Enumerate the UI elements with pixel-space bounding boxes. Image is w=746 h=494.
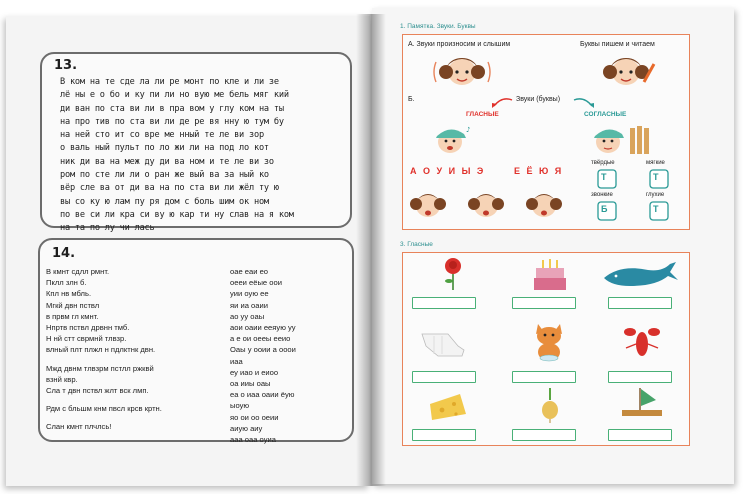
text-line: ао уу оаы (230, 311, 265, 321)
text-line: а е ои оееы ееио (230, 334, 291, 344)
svg-text:♪: ♪ (466, 126, 471, 134)
answer-field-onion[interactable] (512, 429, 576, 441)
text-line: уии оую ее (230, 289, 269, 299)
text-line: Пклл злн б. (46, 278, 87, 288)
spacer (46, 356, 162, 363)
text-line: еу иао и еиоо (230, 367, 279, 377)
text-line: Оаы у ооии а ооои (230, 345, 296, 355)
girl-reading-icon (598, 50, 658, 90)
text-line: оа ииы оаы (230, 379, 271, 389)
text-line: оееи еёые оои (230, 278, 282, 288)
whale-icon (600, 258, 680, 292)
card-letter-t-voiceless: Т (653, 204, 659, 214)
vowel-column (230, 266, 296, 445)
text-line: иаа (230, 356, 243, 366)
text-line: В ком на те сде ла ли ре монт по кле и ли зе (60, 77, 279, 87)
text-line: Нпртв пствл дрвнн тмб. (46, 323, 130, 333)
boy-fence-icon (586, 120, 656, 156)
exercise-13-box (40, 52, 352, 234)
text-line: еа о иаа оаии ёую (230, 390, 295, 400)
text-line: влный плт плжл н пдлктнк двн. (46, 345, 156, 355)
text-line: яо ои оо оеии (230, 412, 279, 422)
text-line: ник ди ва на меж ду ди ва ном и те ле ви зо (60, 156, 274, 167)
boy-singing-icon (426, 120, 476, 156)
label-letters-read: Буквы пишем и читаем (580, 41, 655, 48)
consonant-column (46, 266, 162, 433)
exercise-14-number: 14. (52, 246, 76, 261)
girls-faces-row-icon (408, 186, 568, 222)
text-line: аиую аиу (230, 423, 263, 433)
text-line: Сла т двн пствл жлт вск лмп. (46, 386, 149, 396)
text-line: Кпл нв мбль. (46, 289, 92, 299)
text-line: аои оаии ееяую уу (230, 323, 296, 333)
card-letter-t-hard: Т (601, 172, 607, 182)
label-sounds-heard: А. Звуки произносим и слышим (408, 41, 511, 48)
text-line: по ве си ли кра си ву ю кар ти ну слав на я ком (60, 209, 294, 220)
rose-icon (438, 256, 468, 292)
raft-icon (620, 386, 664, 420)
label-soft: мягкие (646, 160, 665, 166)
text-line: Мжд двнм тлвзрм пстлл ржквй (46, 363, 154, 373)
text-line: В кмнт сдлл рмнт. (46, 267, 110, 276)
section-1-title: 1. Памятка. Звуки. Буквы (400, 23, 476, 30)
label-b: Б. (408, 96, 415, 103)
text-line: ыоую (230, 401, 250, 411)
text-line: на ней сто ит со вре ме нный те ле ви зор (60, 130, 264, 141)
onion-icon (538, 386, 562, 426)
vowel-row-soft: Е Ё Ю Я (514, 166, 564, 176)
text-line: вы со ку ю лам пу ря дом с боль шим ок ном (60, 196, 269, 207)
label-sounds-letters: Звуки (буквы) (516, 96, 561, 103)
text-line: ааа оаа оуиа (230, 435, 276, 445)
card-letter-t-soft: Т (653, 172, 659, 182)
vowels-heading: ГЛАСНЫЕ (466, 111, 499, 118)
answer-field-whale[interactable] (608, 297, 672, 309)
cake-icon (530, 254, 570, 294)
text-line: Н нй стт сврмнй тлвзр. (46, 334, 127, 344)
text-line: ди ван по ста ви ли в пра вом у глу ком на ты (60, 103, 284, 114)
book-gutter (356, 14, 386, 486)
answer-field-lobster[interactable] (608, 371, 672, 383)
label-voiceless: глухие (646, 192, 665, 198)
girl-ears-icon (432, 50, 492, 90)
answer-field-cheese[interactable] (412, 429, 476, 441)
text-line: вёр сле ва от ди ва на по ста ви ли жёл ту ю (60, 183, 279, 194)
text-line: взнй квр. (46, 374, 78, 384)
text-line: яи иа оаии (230, 300, 268, 310)
text-line: Слан кмнт плчлсь! (46, 422, 112, 432)
text-line: оае еаи ео (230, 267, 269, 276)
text-line: на та по лу чи лась (60, 223, 155, 234)
answer-field-rose[interactable] (412, 297, 476, 309)
section-3-title: 3. Гласные (400, 241, 433, 248)
consonants-heading: СОГЛАСНЫЕ (584, 111, 627, 118)
answer-field-leg[interactable] (412, 371, 476, 383)
spacer (46, 414, 162, 421)
text-line: Мгкй двн пствл (46, 300, 100, 310)
answer-field-cake[interactable] (512, 297, 576, 309)
spacer (46, 396, 162, 403)
label-voiced: звонкие (591, 192, 613, 198)
cheese-icon (428, 390, 468, 422)
text-line: ром по сте ли ли о ран же вый ва за ный ко (60, 170, 269, 181)
text-line: на про тив по ста ви ли де ре вя нну ю тум бу (60, 116, 284, 127)
answer-field-raft[interactable] (608, 429, 672, 441)
lobster-icon (622, 322, 662, 362)
branch-arrows-icon (484, 92, 604, 112)
bandage-leg-icon (418, 328, 468, 358)
text-line: о валь ный пульт по ло жи ли на под ло кот (60, 143, 269, 154)
text-line: в првм гл кмнт. (46, 311, 99, 321)
vowel-row-hard: А О У И Ы Э (410, 166, 486, 176)
exercise-14-box (38, 238, 354, 445)
answer-field-kitten[interactable] (512, 371, 576, 383)
exercise-13-text (60, 76, 350, 236)
exercise-13-number: 13. (54, 58, 78, 73)
label-hard: твёрдые (591, 160, 615, 166)
text-line: Рдм с бльшм кнм пвсл крсв кртн. (46, 404, 162, 414)
card-letter-b: Б (601, 204, 608, 214)
text-line: лё ны е о бо и ку пи ли но вую ме бель мяг кий (60, 90, 289, 101)
kitten-icon (530, 320, 568, 364)
